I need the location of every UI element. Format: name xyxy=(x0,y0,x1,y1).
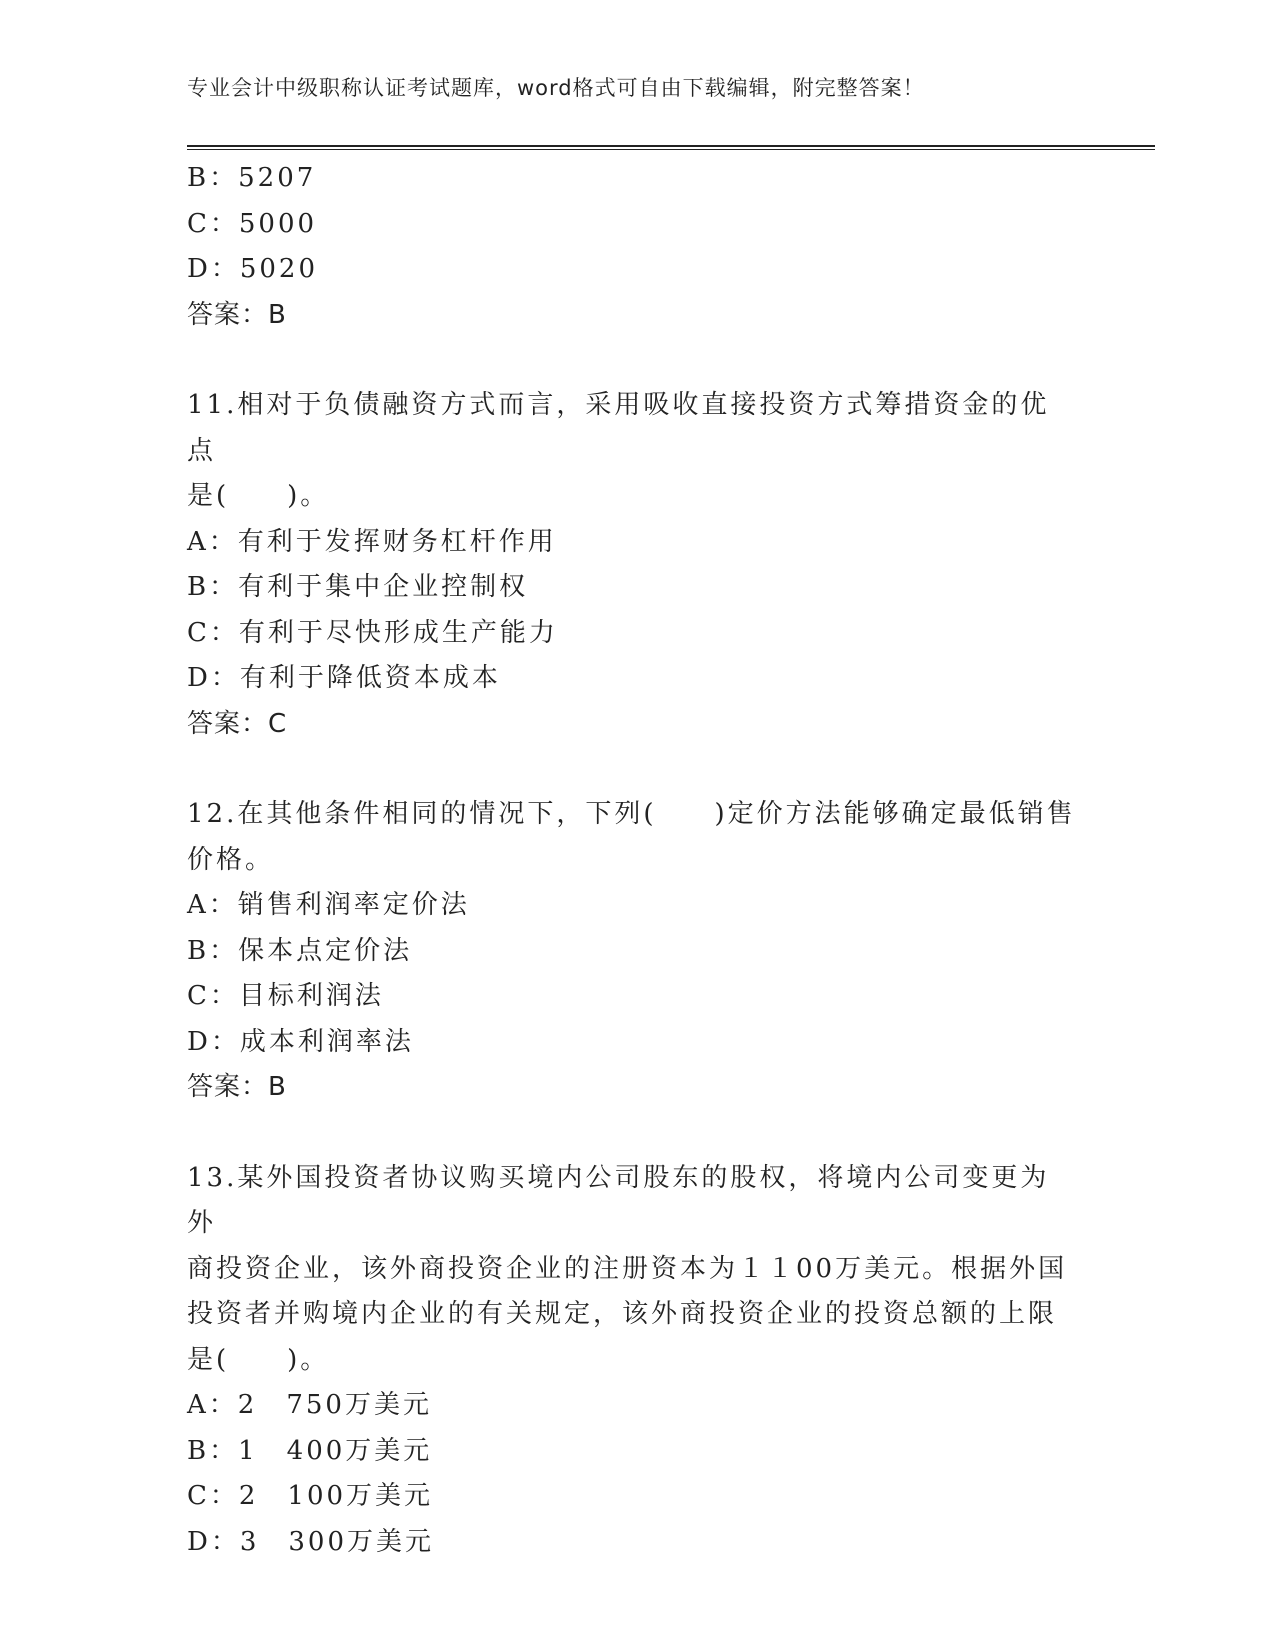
option-d: D：有利于降低资本成本 xyxy=(187,663,501,693)
spacer xyxy=(187,338,1077,383)
option-c: C：目标利润法 xyxy=(187,981,384,1011)
option-b: B：有利于集中企业控制权 xyxy=(187,572,529,602)
option-a: A：销售利润率定价法 xyxy=(187,890,470,920)
option-b: B：保本点定价法 xyxy=(187,935,413,966)
option-b: B：1 400万美元 xyxy=(187,1435,433,1466)
page-header: 专业会计中级职称认证考试题库，word格式可自由下载编辑，附完整答案！ xyxy=(187,76,925,100)
option-c: C：有利于尽快形成生产能力 xyxy=(187,617,558,648)
option-d: D：3 300万美元 xyxy=(187,1526,435,1557)
question-text-line: 13.某外国投资者协议购买境内公司股东的股权，将境内公司变更为外 xyxy=(187,1162,1050,1238)
option-d: D：5020 xyxy=(187,254,319,284)
option-d: D：成本利润率法 xyxy=(187,1026,414,1057)
header-divider xyxy=(187,145,1155,147)
option-a: A：2 750万美元 xyxy=(187,1390,432,1420)
answer-label: 答案：C xyxy=(187,708,288,739)
option-b: B：5207 xyxy=(187,163,317,193)
question-text-line: 11.相对于负债融资方式而言，采用吸收直接投资方式筹措资金的优点 xyxy=(187,390,1050,466)
spacer xyxy=(187,747,1077,792)
spacer xyxy=(187,1111,1077,1156)
document-body xyxy=(187,156,1077,1565)
option-c: C：5000 xyxy=(187,208,318,239)
option-c: C：2 100万美元 xyxy=(187,1481,434,1511)
question-text-line: 投资者并购境内企业的有关规定，该外商投资企业的投资总额的上限 xyxy=(187,1299,1058,1329)
question-text-line: 价格。 xyxy=(187,844,275,875)
question-11 xyxy=(187,383,1077,747)
question-text-line: 是( )。 xyxy=(187,1344,330,1375)
answer-label: 答案：B xyxy=(187,299,287,330)
question-text-line: 是( )。 xyxy=(187,481,330,511)
question-text-line: 商投资企业，该外商投资企业的注册资本为１１00万美元。根据外国 xyxy=(187,1253,1068,1284)
question-13 xyxy=(187,1156,1077,1566)
question-10-continued xyxy=(187,156,1077,338)
question-12 xyxy=(187,792,1077,1111)
answer-label: 答案：B xyxy=(187,1072,287,1102)
question-text-line: 12.在其他条件相同的情况下，下列( )定价方法能够确定最低销售 xyxy=(187,799,1076,829)
option-a: A：有利于发挥财务杠杆作用 xyxy=(187,526,557,557)
